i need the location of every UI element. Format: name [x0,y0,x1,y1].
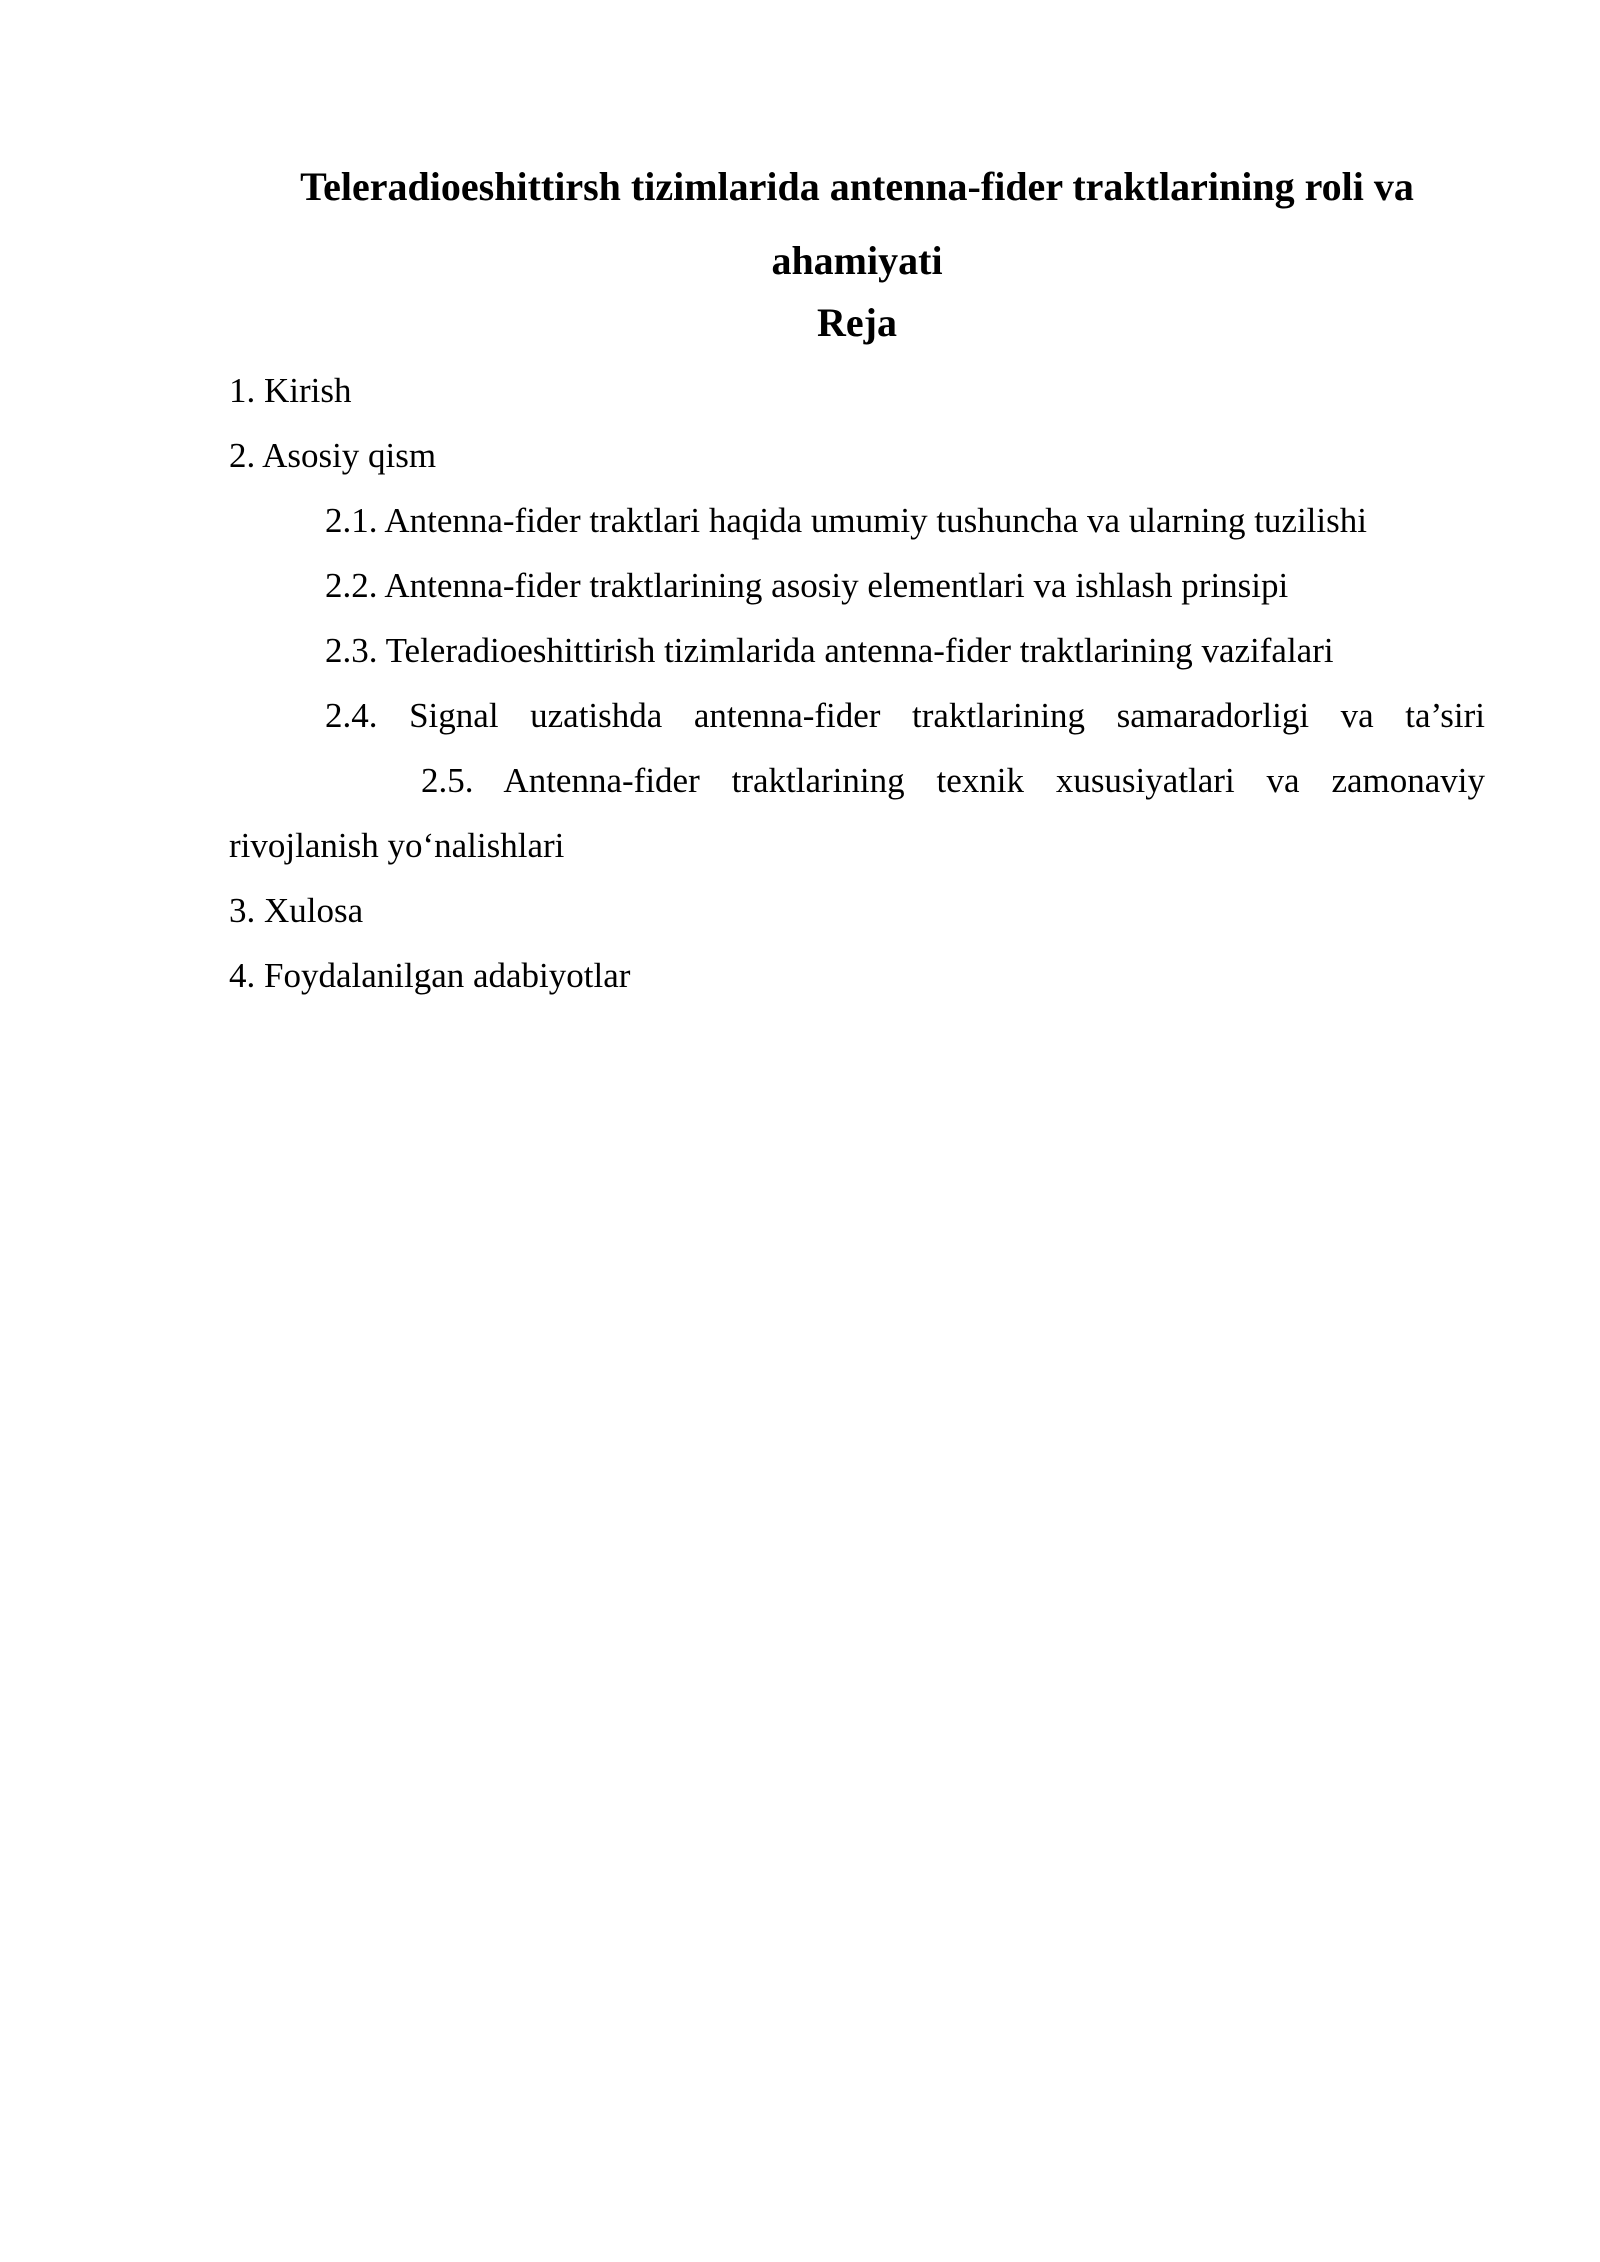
document-content [229,150,1485,1022]
plan-item-2-5: 2.5. Antenna-fider traktlarining texnik xususiyatlari va zamonaviy rivojlanish yo‘nalishlari [229,761,1485,865]
plan-item-2-1: 2.1. Antenna-fider traktlari haqida umumiy tushuncha va ularning tuzilishi [325,501,1367,540]
plan-item-2-2: 2.2. Antenna-fider traktlarining asosiy elementlari va ishlash prinsipi [325,566,1289,605]
plan-heading: Reja [817,300,897,345]
plan-item-main-part: 2. Asosiy qism [229,436,437,475]
plan-item-introduction: 1. Kirish [229,371,352,410]
plan-item-2-3: 2.3. Teleradioeshittirish tizimlarida antenna-fider traktlarining vazifalari [325,631,1334,670]
plan-item-2-4: 2.4. Signal uzatishda antenna-fider traktlarining samaradorligi va ta’siri [325,696,1485,735]
plan-item-references: 4. Foydalanilgan adabiyotlar [229,956,631,995]
plan-list [229,358,1485,1008]
plan-item-conclusion: 3. Xulosa [229,891,364,930]
document-title: Teleradioeshittirsh tizimlarida antenna-fider traktlarining roli va ahamiyati [300,164,1414,283]
